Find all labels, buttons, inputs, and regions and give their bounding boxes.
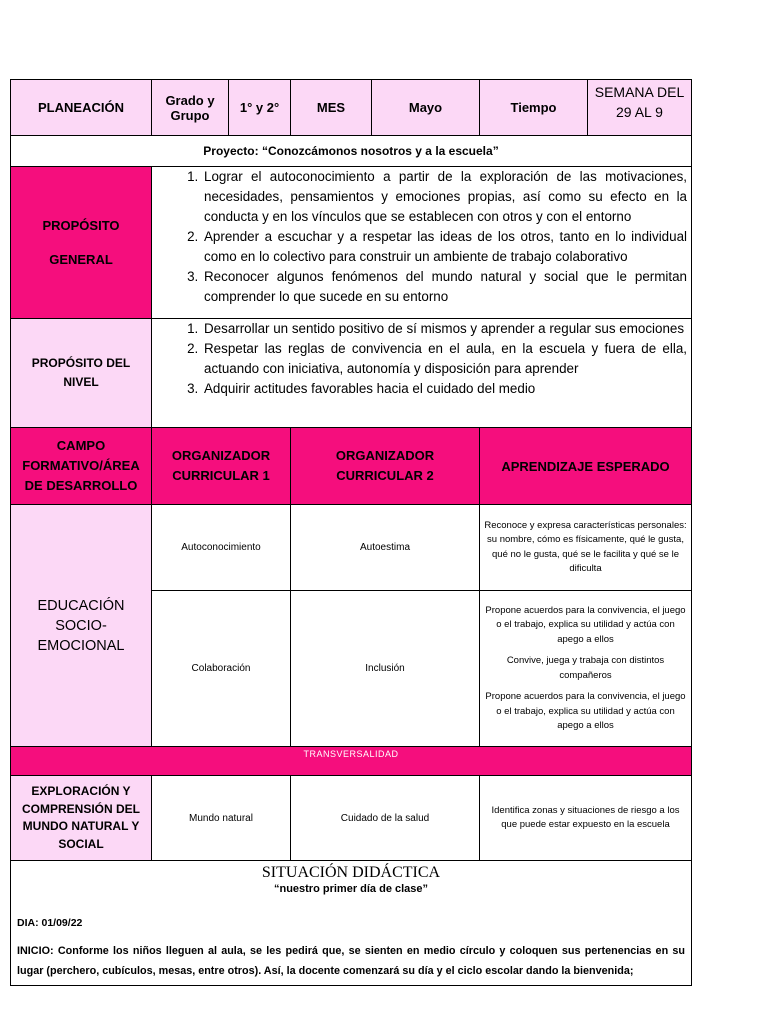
- list-item: 1. Lograr el autoconocimiento a partir de la exploración de las motivaciones, necesidades, pensamientos y emociones propias, así como su efecto en la conducta y en los vínculos que se establecen con otros y con el entorno: [202, 167, 687, 227]
- proposito-general-label: [11, 167, 152, 319]
- organizador-1-header: ORGANIZADOR CURRICULAR 1: [152, 428, 291, 505]
- proposito-general-content: [152, 167, 692, 319]
- organizador-2-cell: Inclusión: [291, 591, 480, 747]
- aprendizaje-cell: Identifica zonas y situaciones de riesgo a los que puede estar expuesto en la escuela: [480, 776, 692, 861]
- aprendizaje-item: Convive, juega y trabaja con distintos compañeros: [506, 655, 665, 681]
- organizador-2-cell: Cuidado de la salud: [291, 776, 480, 861]
- organizador-2-header: ORGANIZADOR CURRICULAR 2: [291, 428, 480, 505]
- list-item: 2. Respetar las reglas de convivencia en el aula, en la escuela y fuera de ella, actuando con iniciativa, autonomía y disposición para aprender: [202, 339, 687, 379]
- mes-value: Mayo: [372, 80, 480, 136]
- socioemocional-campo: EDUCACIÓN SOCIO-EMOCIONAL: [11, 505, 152, 747]
- inicio-text: INICIO: Conforme los niños lleguen al aula, se les pedirá que, se sienten en medio círculo y coloquen sus pertenencias en su lugar (perchero, cubículos, mesas, entre otros). Así, la docente comenzará su día y el ciclo escolar dando la bienvenida;: [17, 945, 685, 977]
- list-item: 3. Adquirir actitudes favorables hacia el cuidado del medio: [202, 379, 687, 399]
- aprendizaje-cell: [480, 591, 692, 747]
- semana-value: SEMANA DEL 29 AL 9: [588, 80, 692, 136]
- aprendizaje-item: Propone acuerdos para la convivencia, el juego o el trabajo, explica su utilidad y actúa con apego a ellos: [485, 691, 686, 731]
- grado-grupo-label: Grado y Grupo: [152, 80, 229, 136]
- situacion-didactica: [11, 861, 692, 986]
- organizador-1-cell: Colaboración: [152, 591, 291, 747]
- list-item: 2. Aprender a escuchar y a respetar las ideas de los otros, tanto en lo individual como en lo colectivo para construir un ambiente de trabajo colaborativo: [202, 227, 687, 267]
- campo-formativo-header: CAMPO FORMATIVO/ÁREA DE DESARROLLO: [11, 428, 152, 505]
- proposito-nivel-label: PROPÓSITO DEL NIVEL: [11, 319, 152, 428]
- proyecto-title: Proyecto: “Conozcámonos nosotros y a la escuela”: [11, 136, 692, 167]
- transversalidad-header: TRANSVERSALIDAD: [11, 747, 692, 776]
- planeacion-label: PLANEACIÓN: [11, 80, 152, 136]
- planeacion-table: [10, 79, 692, 986]
- mes-label: MES: [291, 80, 372, 136]
- organizador-1-cell: Mundo natural: [152, 776, 291, 861]
- organizador-1-cell: Autoconocimiento: [152, 505, 291, 591]
- aprendizaje-esperado-header: APRENDIZAJE ESPERADO: [480, 428, 692, 505]
- aprendizaje-item: Propone acuerdos para la convivencia, el juego o el trabajo, explica su utilidad y actúa con apego a ellos: [485, 604, 686, 645]
- planeacion-document: [10, 79, 691, 986]
- organizador-2-cell: Autoestima: [291, 505, 480, 591]
- proposito-nivel-list: [156, 319, 687, 399]
- proposito-general-list: [156, 167, 687, 307]
- exploracion-campo: EXPLORACIÓN Y COMPRENSIÓN DEL MUNDO NATURAL Y SOCIAL: [11, 776, 152, 861]
- proposito-nivel-content: [152, 319, 692, 428]
- situacion-title: SITUACIÓN DIDÁCTICA: [261, 864, 441, 881]
- aprendizaje-cell: Reconoce y expresa características personales: su nombre, cómo es físicamente, qué le gusta, qué no le gusta, qué se le facilita y qué se le dificulta: [480, 505, 692, 591]
- list-item: 3. Reconocer algunos fenómenos del mundo natural y social que le permitan comprender lo que sucede en su entorno: [202, 267, 687, 307]
- dia-label: DIA: 01/09/22: [17, 917, 83, 929]
- proposito-general-label-line1: PROPÓSITO: [42, 217, 120, 233]
- grado-value: 1° y 2°: [229, 80, 291, 136]
- proposito-general-label-line2: GENERAL: [49, 251, 113, 267]
- situacion-subtitle: “nuestro primer día de clase”: [273, 883, 429, 895]
- list-item: 1. Desarrollar un sentido positivo de sí mismos y aprender a regular sus emociones: [202, 319, 687, 339]
- tiempo-label: Tiempo: [480, 80, 588, 136]
